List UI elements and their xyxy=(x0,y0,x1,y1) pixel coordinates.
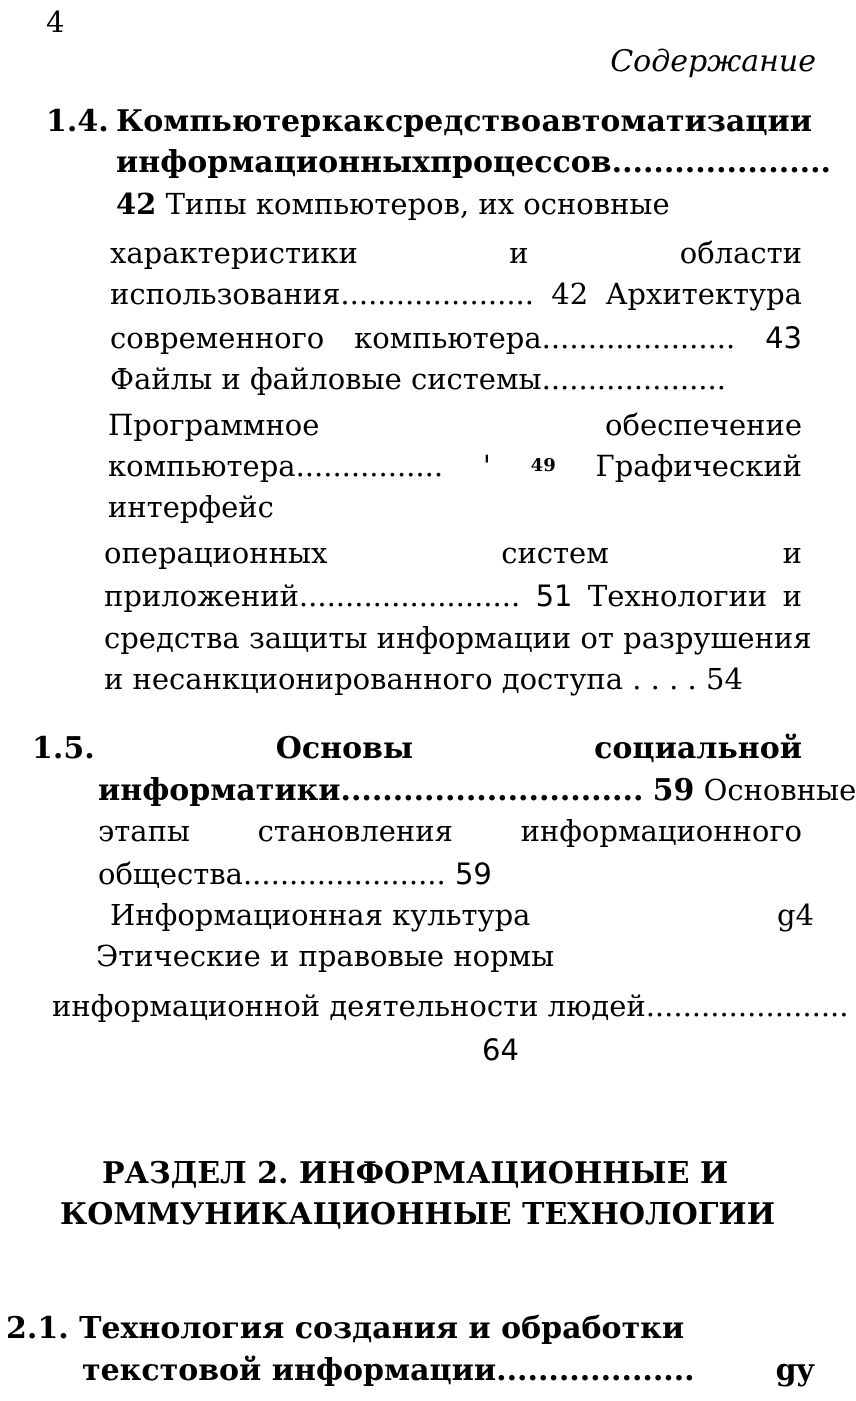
page-ref: g4 xyxy=(776,898,814,932)
entry-text: компьютера..................... xyxy=(354,321,736,355)
entry-text: Типы компьютеров, их основные xyxy=(165,187,670,221)
section-1-4-number: 1.4. xyxy=(46,104,109,139)
page-ref: gy xyxy=(775,1353,814,1388)
page-ref: 59 xyxy=(652,773,695,808)
page-ref: 64 xyxy=(482,1033,519,1067)
toc-line xyxy=(108,405,802,445)
word: и xyxy=(509,236,529,270)
toc-line xyxy=(104,533,802,573)
entry-text: общества...................... xyxy=(98,857,446,891)
entry-text: Графический xyxy=(595,449,802,483)
running-head: Содержание xyxy=(610,44,816,79)
toc-line xyxy=(110,895,814,935)
word: и xyxy=(782,579,802,613)
section-2-1-title-line1: 2.1. Технология создания и обработки xyxy=(6,1311,685,1346)
stray-mark: ' xyxy=(482,449,491,483)
page-number: 4 xyxy=(46,5,65,39)
word: области xyxy=(679,236,802,270)
page-ref: 43 xyxy=(765,321,802,355)
word: этапы xyxy=(98,814,190,848)
section-1-4-title-line1 xyxy=(116,102,812,142)
word: характеристики xyxy=(110,236,358,270)
entry-text: Информационная культура xyxy=(110,898,531,932)
word: информационного xyxy=(520,814,802,848)
word: социальной xyxy=(594,731,802,766)
section-1-5-title-line1 xyxy=(32,729,802,769)
word: Технологии xyxy=(587,579,768,613)
page-ref: 59 xyxy=(454,857,492,891)
toc-line xyxy=(98,770,856,811)
word: систем xyxy=(501,536,609,570)
toc-line: и несанкционированного доступа . . . . 54 xyxy=(104,662,743,696)
toc-line: интерфейс xyxy=(108,490,274,524)
word: Основы xyxy=(275,731,414,766)
toc-line xyxy=(116,184,670,224)
word: современного xyxy=(110,321,325,355)
toc-line xyxy=(110,318,802,358)
word: операционных xyxy=(104,536,328,570)
toc-line: информационной деятельности людей...................... xyxy=(52,989,849,1023)
word: и xyxy=(782,536,802,570)
toc-line: Этические и правовые нормы xyxy=(96,939,555,973)
word: Компьютер xyxy=(116,104,322,139)
page-ref: 42 xyxy=(551,277,589,311)
toc-line xyxy=(110,233,802,273)
page-ref: 49 xyxy=(530,455,556,476)
entry-text: Архитектура xyxy=(605,277,802,311)
word: Программное xyxy=(108,408,320,442)
section-2-heading-line2: КОММУНИКАЦИОННЫЕ ТЕХНОЛОГИИ xyxy=(60,1197,776,1232)
entry-text: приложений........................ xyxy=(104,579,521,613)
entry-text: компьютера................ xyxy=(108,449,444,483)
word: информационных xyxy=(116,145,431,180)
toc-line xyxy=(98,854,492,894)
section-1-4-title-line2 xyxy=(116,143,831,183)
page-ref: 42 xyxy=(116,187,157,221)
section-2-1-title-line2 xyxy=(82,1351,814,1391)
word: становления xyxy=(257,814,453,848)
toc-line xyxy=(108,446,802,486)
section-2-heading-line1: РАЗДЕЛ 2. ИНФОРМАЦИОННЫЕ И xyxy=(102,1156,729,1191)
entry-text: текстовой информации................... xyxy=(82,1353,695,1388)
word: обеспечение xyxy=(605,408,802,442)
title-leader: процессов..................... xyxy=(430,145,831,180)
entry-text: Основные xyxy=(703,773,856,807)
word: средство xyxy=(384,104,541,139)
toc-line: средства защиты информации от разрушения xyxy=(104,621,812,655)
page-ref: 51 xyxy=(535,579,573,613)
word: как xyxy=(321,104,385,139)
entry-text: использования..................... xyxy=(110,277,534,311)
word: автоматизации xyxy=(541,104,812,139)
toc-line xyxy=(98,811,802,851)
toc-line xyxy=(104,576,802,616)
section-1-5-title-line2: информатики............................. xyxy=(98,773,644,808)
section-number: 1.5. xyxy=(32,731,95,766)
toc-line xyxy=(110,274,802,314)
toc-line: Файлы и файловые системы.................... xyxy=(110,362,726,396)
